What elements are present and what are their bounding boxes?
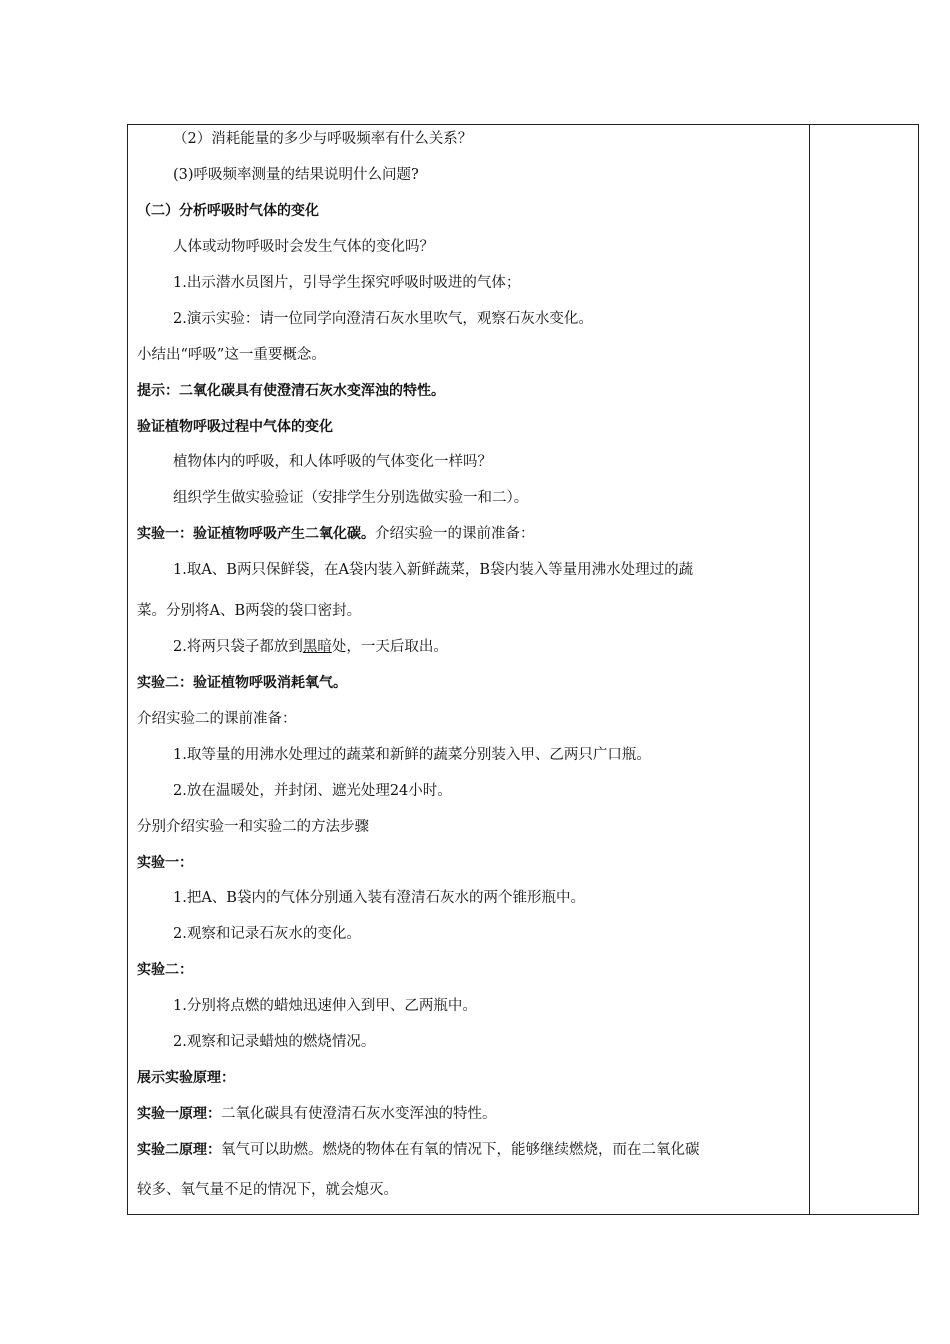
- prep-step-2-a: 2.将两只袋子都放到: [173, 639, 303, 655]
- subheading: 验证植物呼吸过程中气体的变化: [137, 419, 333, 435]
- paragraph: 植物体内的呼吸，和人体呼吸的气体变化一样吗？: [173, 454, 492, 470]
- principle-1-text: 二氧化碳具有使澄清石灰水变浑浊的特性。: [221, 1106, 497, 1122]
- experiment-1-heading: [137, 524, 535, 544]
- underlined-term: 黑暗: [302, 639, 332, 655]
- principle-1: [137, 1104, 497, 1124]
- method-step-1: 1.分别将点燃的蜡烛迅速伸入到甲、乙两瓶中。: [173, 998, 477, 1014]
- question-2: （2）消耗能量的多少与呼吸频率有什么关系？: [173, 131, 473, 147]
- paragraph: 组织学生做实验验证（安排学生分别选做实验一和二）。: [173, 490, 529, 506]
- step-1: 1.出示潜水员图片，引导学生探究呼吸时吸进的气体；: [173, 275, 521, 291]
- principle-2-cont: 较多、氧气量不足的情况下，就会熄灭。: [137, 1182, 398, 1198]
- principle-heading: 展示实验原理：: [137, 1070, 235, 1086]
- paragraph: 人体或动物呼吸时会发生气体的变化吗？: [173, 239, 434, 255]
- experiment-2-label: 实验二：: [137, 962, 193, 978]
- principle-1-label: 实验一原理：: [137, 1106, 221, 1122]
- experiment-1-intro: 介绍实验一的课前准备：: [375, 526, 535, 542]
- prep-step-1: 1.取A、B两只保鲜袋，在A袋内装入新鲜蔬菜，B袋内装入等量用沸水处理过的蔬: [173, 562, 694, 578]
- lesson-table: [127, 124, 919, 1215]
- prep-step-2: [173, 637, 448, 657]
- principle-2: [137, 1140, 700, 1160]
- paragraph: 分别介绍实验一和实验二的方法步骤: [137, 819, 369, 835]
- question-3: (3)呼吸频率测量的结果说明什么问题?: [173, 167, 419, 183]
- method-step-1: 1.把A、B袋内的气体分别通入装有澄清石灰水的两个锥形瓶中。: [173, 890, 585, 906]
- prep-step-2: 2.放在温暖处，并封闭、遮光处理24小时。: [173, 783, 452, 799]
- principle-2-text: 氧气可以助燃。燃烧的物体在有氧的情况下，能够继续燃烧，而在二氧化碳: [221, 1142, 700, 1158]
- section-heading: （二）分析呼吸时气体的变化: [137, 203, 319, 219]
- prep-step-1-cont: 菜。分别将A、B两袋的袋口密封。: [137, 603, 362, 619]
- summary: 小结出“呼吸”这一重要概念。: [137, 347, 326, 363]
- prep-step-1: 1.取等量的用沸水处理过的蔬菜和新鲜的蔬菜分别装入甲、乙两只广口瓶。: [173, 747, 651, 763]
- step-2: 2.演示实验：请一位同学向澄清石灰水里吹气，观察石灰水变化。: [173, 311, 593, 327]
- column-divider: [809, 125, 810, 1214]
- method-step-2: 2.观察和记录蜡烛的燃烧情况。: [173, 1034, 376, 1050]
- method-step-2: 2.观察和记录石灰水的变化。: [173, 926, 361, 942]
- experiment-2-heading: 实验二：验证植物呼吸消耗氧气。: [137, 675, 347, 691]
- paragraph: 介绍实验二的课前准备：: [137, 711, 297, 727]
- experiment-1-title: 实验一：验证植物呼吸产生二氧化碳。: [137, 526, 375, 542]
- hint: 提示：二氧化碳具有使澄清石灰水变浑浊的特性。: [137, 383, 445, 399]
- principle-2-label: 实验二原理：: [137, 1142, 221, 1158]
- prep-step-2-b: 处，一天后取出。: [331, 639, 448, 655]
- experiment-1-label: 实验一：: [137, 855, 193, 871]
